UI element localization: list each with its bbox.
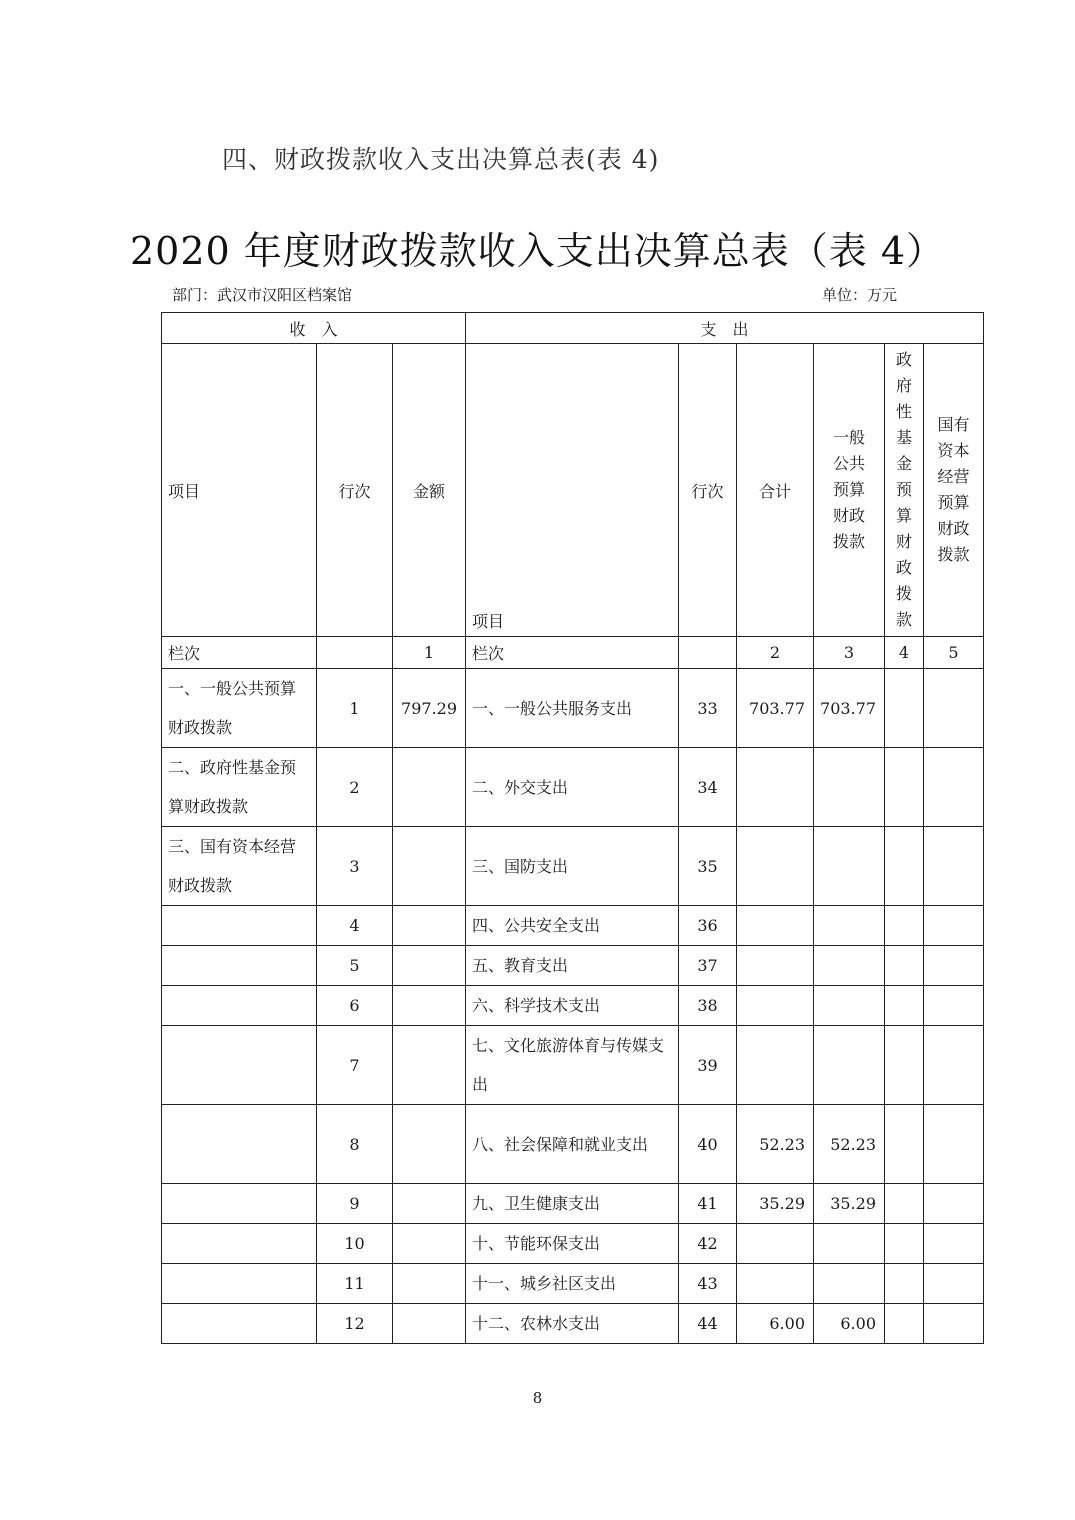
lanci-amount: 1 xyxy=(393,637,466,669)
amount-cell xyxy=(393,906,466,946)
income-item-cell: 二、政府性基金预算财政拨款 xyxy=(162,748,317,827)
lanci-exp-label: 栏次 xyxy=(466,637,679,669)
amount-cell xyxy=(393,986,466,1026)
amount-cell xyxy=(393,1026,466,1105)
expense-row-no-cell: 39 xyxy=(679,1026,737,1105)
general-budget-cell: 52.23 xyxy=(814,1105,885,1184)
unit-label: 单位：万元 xyxy=(822,286,898,304)
expense-item-cell: 三、国防支出 xyxy=(466,827,679,906)
total-cell: 35.29 xyxy=(737,1184,814,1224)
state-capital-cell xyxy=(924,1304,984,1344)
expense-item-cell: 八、社会保障和就业支出 xyxy=(466,1105,679,1184)
lanci-empty xyxy=(317,637,393,669)
table-row xyxy=(162,1224,984,1264)
state-capital-cell xyxy=(924,669,984,748)
gov-fund-cell xyxy=(885,827,924,906)
lanci-empty xyxy=(679,637,737,669)
table-row xyxy=(162,1264,984,1304)
state-capital-cell xyxy=(924,986,984,1026)
total-cell xyxy=(737,827,814,906)
total-cell xyxy=(737,986,814,1026)
income-item-cell xyxy=(162,946,317,986)
income-row-no-cell: 6 xyxy=(317,986,393,1026)
expense-item-cell: 九、卫生健康支出 xyxy=(466,1184,679,1224)
state-capital-cell xyxy=(924,906,984,946)
state-capital-cell xyxy=(924,1264,984,1304)
table-row xyxy=(162,1026,984,1105)
income-row-no-cell: 7 xyxy=(317,1026,393,1105)
total-cell xyxy=(737,906,814,946)
amount-cell xyxy=(393,1304,466,1344)
section-heading: 四、财政拨款收入支出决算总表(表 4) xyxy=(222,145,660,174)
amount-cell xyxy=(393,1224,466,1264)
gov-fund-cell xyxy=(885,1264,924,1304)
general-budget-cell xyxy=(814,748,885,827)
gov-fund-cell xyxy=(885,1184,924,1224)
state-capital-cell xyxy=(924,1224,984,1264)
state-capital-cell xyxy=(924,1184,984,1224)
income-item-cell xyxy=(162,1224,317,1264)
total-header: 合计 xyxy=(737,344,814,637)
lanci-gov: 4 xyxy=(885,637,924,669)
gov-fund-cell xyxy=(885,669,924,748)
general-budget-cell xyxy=(814,946,885,986)
gov-fund-cell xyxy=(885,946,924,986)
expense-item-cell: 十、节能环保支出 xyxy=(466,1224,679,1264)
income-row-no-cell: 12 xyxy=(317,1304,393,1344)
total-cell xyxy=(737,748,814,827)
expense-item-cell: 七、文化旅游体育与传媒支出 xyxy=(466,1026,679,1105)
expense-row-no-cell: 42 xyxy=(679,1224,737,1264)
expense-item-cell: 六、科学技术支出 xyxy=(466,986,679,1026)
expense-row-no-cell: 40 xyxy=(679,1105,737,1184)
table-row xyxy=(162,946,984,986)
table-row xyxy=(162,669,984,748)
lanci-label: 栏次 xyxy=(162,637,317,669)
income-row-no-cell: 8 xyxy=(317,1105,393,1184)
lanci-general: 3 xyxy=(814,637,885,669)
income-item-cell: 一、一般公共预算财政拨款 xyxy=(162,669,317,748)
budget-table xyxy=(161,312,984,1344)
general-budget-cell xyxy=(814,1026,885,1105)
income-item-cell xyxy=(162,1184,317,1224)
table-row xyxy=(162,1184,984,1224)
table-body xyxy=(162,669,984,1344)
income-row-no-cell: 2 xyxy=(317,748,393,827)
income-item-cell xyxy=(162,906,317,946)
income-row-no-header: 行次 xyxy=(317,344,393,637)
state-capital-cell xyxy=(924,946,984,986)
expense-row-no-cell: 44 xyxy=(679,1304,737,1344)
total-cell: 6.00 xyxy=(737,1304,814,1344)
total-cell xyxy=(737,1026,814,1105)
page-number: 8 xyxy=(532,1389,543,1407)
income-row-no-cell: 5 xyxy=(317,946,393,986)
header-columns-row xyxy=(162,344,984,637)
expense-row-no-cell: 41 xyxy=(679,1184,737,1224)
expense-row-no-cell: 36 xyxy=(679,906,737,946)
lanci-state: 5 xyxy=(924,637,984,669)
income-item-cell xyxy=(162,986,317,1026)
header-group-row xyxy=(162,313,984,344)
gov-fund-cell xyxy=(885,1026,924,1105)
amount-cell xyxy=(393,827,466,906)
income-row-no-cell: 3 xyxy=(317,827,393,906)
expense-item-cell: 十一、城乡社区支出 xyxy=(466,1264,679,1304)
amount-cell xyxy=(393,1105,466,1184)
gov-fund-header: 政府性基金预算财政拨款 xyxy=(885,344,924,637)
income-row-no-cell: 1 xyxy=(317,669,393,748)
gov-fund-cell xyxy=(885,1224,924,1264)
gov-fund-cell xyxy=(885,986,924,1026)
amount-cell xyxy=(393,946,466,986)
expense-item-cell: 十二、农林水支出 xyxy=(466,1304,679,1344)
total-cell: 703.77 xyxy=(737,669,814,748)
amount-cell xyxy=(393,1264,466,1304)
total-cell xyxy=(737,1264,814,1304)
table-row xyxy=(162,986,984,1026)
table-row xyxy=(162,906,984,946)
general-budget-cell xyxy=(814,827,885,906)
income-item-cell xyxy=(162,1304,317,1344)
expense-item-cell: 二、外交支出 xyxy=(466,748,679,827)
expense-row-no-cell: 33 xyxy=(679,669,737,748)
expense-item-cell: 一、一般公共服务支出 xyxy=(466,669,679,748)
income-item-cell: 三、国有资本经营财政拨款 xyxy=(162,827,317,906)
expense-row-no-cell: 38 xyxy=(679,986,737,1026)
income-row-no-cell: 9 xyxy=(317,1184,393,1224)
income-item-cell xyxy=(162,1105,317,1184)
income-item-cell xyxy=(162,1026,317,1105)
state-capital-cell xyxy=(924,1026,984,1105)
gov-fund-cell xyxy=(885,1304,924,1344)
column-index-row xyxy=(162,637,984,669)
amount-cell: 797.29 xyxy=(393,669,466,748)
state-capital-cell xyxy=(924,827,984,906)
general-budget-cell xyxy=(814,1264,885,1304)
general-budget-cell xyxy=(814,986,885,1026)
general-budget-cell xyxy=(814,906,885,946)
general-budget-cell: 6.00 xyxy=(814,1304,885,1344)
total-cell xyxy=(737,1224,814,1264)
amount-header: 金额 xyxy=(393,344,466,637)
expense-row-no-cell: 37 xyxy=(679,946,737,986)
table-row xyxy=(162,748,984,827)
income-header: 收 入 xyxy=(162,313,466,344)
expense-row-no-cell: 43 xyxy=(679,1264,737,1304)
expense-item-cell: 四、公共安全支出 xyxy=(466,906,679,946)
general-budget-header: 一般公共预算财政拨款 xyxy=(814,344,885,637)
income-item-cell xyxy=(162,1264,317,1304)
income-row-no-cell: 4 xyxy=(317,906,393,946)
table-row xyxy=(162,1304,984,1344)
state-capital-header: 国有资本经营预算财政拨款 xyxy=(924,344,984,637)
amount-cell xyxy=(393,748,466,827)
table-row xyxy=(162,1105,984,1184)
expense-row-no-header: 行次 xyxy=(679,344,737,637)
total-cell: 52.23 xyxy=(737,1105,814,1184)
expense-header: 支 出 xyxy=(466,313,984,344)
gov-fund-cell xyxy=(885,748,924,827)
expense-row-no-cell: 35 xyxy=(679,827,737,906)
state-capital-cell xyxy=(924,1105,984,1184)
total-cell xyxy=(737,946,814,986)
state-capital-cell xyxy=(924,748,984,827)
income-row-no-cell: 11 xyxy=(317,1264,393,1304)
table-row xyxy=(162,827,984,906)
gov-fund-cell xyxy=(885,1105,924,1184)
income-row-no-cell: 10 xyxy=(317,1224,393,1264)
department-label: 部门：武汉市汉阳区档案馆 xyxy=(172,286,353,304)
general-budget-cell xyxy=(814,1224,885,1264)
gov-fund-cell xyxy=(885,906,924,946)
general-budget-cell: 35.29 xyxy=(814,1184,885,1224)
income-item-header: 项目 xyxy=(162,344,317,637)
document-title: 2020 年度财政拨款收入支出决算总表（表 4） xyxy=(129,229,946,273)
amount-cell xyxy=(393,1184,466,1224)
expense-item-header: 项目 xyxy=(466,344,679,637)
lanci-total: 2 xyxy=(737,637,814,669)
expense-item-cell: 五、教育支出 xyxy=(466,946,679,986)
general-budget-cell: 703.77 xyxy=(814,669,885,748)
expense-row-no-cell: 34 xyxy=(679,748,737,827)
